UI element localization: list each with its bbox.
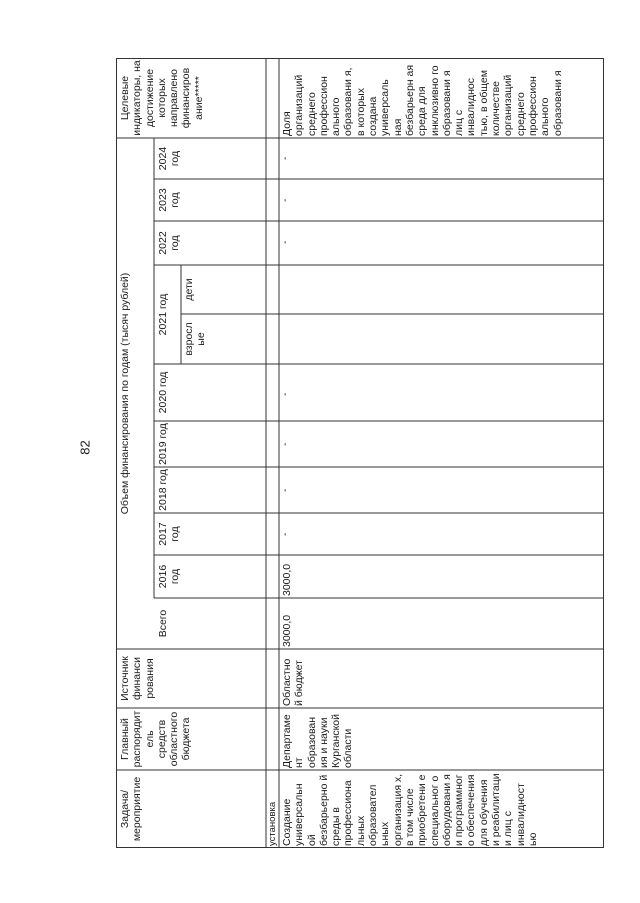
header-2017: 2017 год — [157, 522, 182, 546]
header-2024: 2024 год — [157, 146, 182, 171]
header-indicators: Целевые индикаторы, на достижение которых направлено финансиров ание***** — [119, 60, 205, 136]
page-number: 82 — [77, 440, 93, 455]
header-manager: Главный распорядит ель средств областного бюджета — [119, 710, 193, 768]
row2-task: Создание универсальн ой безбарьерно й среды в профессиона льных образовател ьных организация х, в том числе приобретени е специальног о оборудовани я и программног о обеспечения для обучения и реабилитаци и лиц с инвалидност ью — [281, 773, 539, 846]
row1-task: установка — [267, 801, 278, 846]
row2-indicator: Доля организаций среднего профессион ального образовани я, в которых создана универсаль ная безбарьерн ая среда для инклюзивно го образовани я лиц с инвалиднос тью, в общем количестве организаций среднего профессион ального образовани я — [281, 64, 564, 136]
row2-2022-dash: - — [280, 240, 291, 244]
row2-manager: Департаме нт образован ия и науки Курганской области — [281, 714, 355, 768]
row2-2019-dash: - — [280, 442, 291, 446]
header-2022-children: дети — [183, 278, 195, 301]
funding-table — [116, 58, 604, 848]
header-2019: 2019 год — [157, 423, 169, 465]
row2-2016: 3000,0 — [281, 563, 293, 596]
header-funding-group: Объем финансирования по годам (тысяч рублей) — [119, 272, 131, 515]
header-total: Всего — [157, 609, 169, 638]
header-2022: 2022 год — [157, 231, 182, 255]
header-2018: 2018 год — [157, 469, 169, 511]
header-2023: 2023 год — [157, 188, 182, 212]
row2-2020-dash: - — [280, 392, 291, 396]
header-task: Задача/ мероприятие — [119, 776, 144, 842]
row2-2017-dash: - — [280, 532, 291, 536]
row2-total: 3000,0 — [281, 614, 293, 647]
row2-2023-dash: - — [280, 198, 291, 202]
header-source: Источник финанси рования — [119, 656, 156, 701]
header-2020: 2020 год — [157, 371, 169, 414]
row2-source: Областно й бюджет — [281, 658, 306, 706]
header-2016: 2016 год — [157, 564, 182, 589]
row2-2024-dash: - — [280, 156, 291, 160]
header-2022-adults: взросл ые — [183, 322, 208, 356]
row2-2018-dash: - — [280, 488, 291, 492]
header-2021: 2021 год — [157, 293, 169, 336]
